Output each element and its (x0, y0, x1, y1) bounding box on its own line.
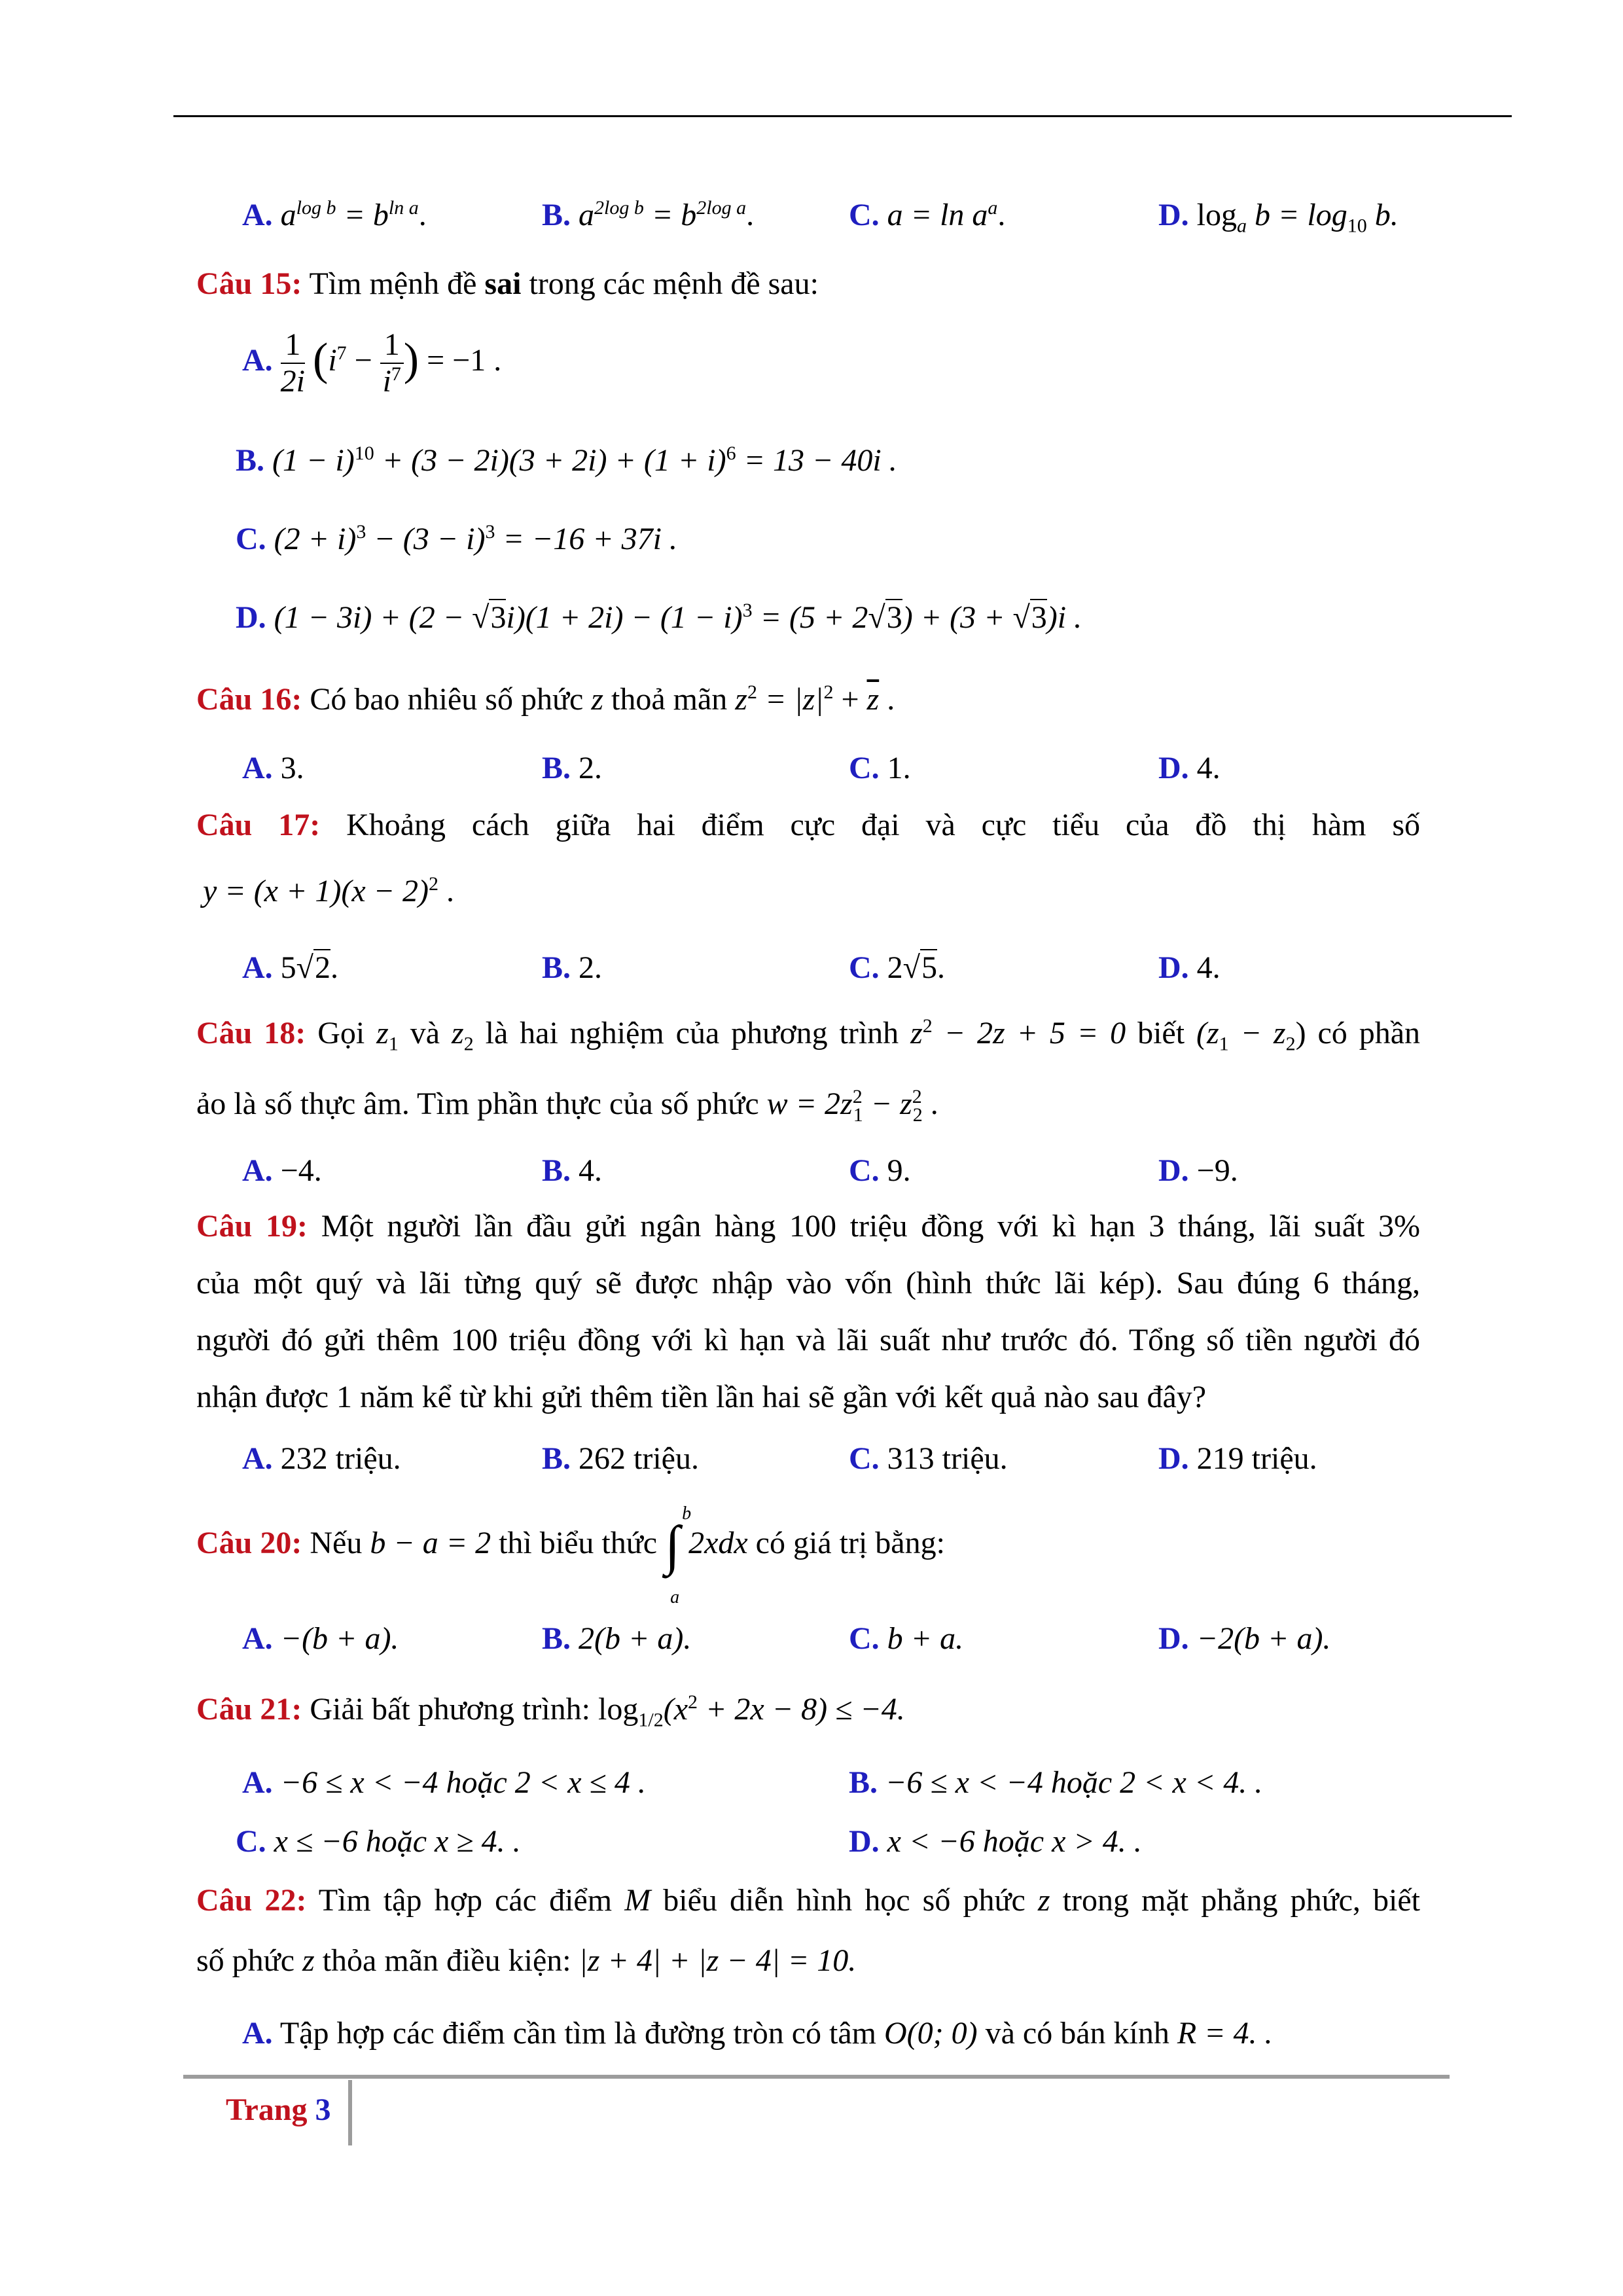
fraction (380, 327, 404, 399)
q15-option-a (242, 327, 501, 399)
math: R = 4. . (1177, 2016, 1273, 2051)
q18-answer-d (1158, 1152, 1238, 1190)
option-label: B. (542, 751, 571, 785)
sub: 1 (388, 1033, 399, 1055)
q21-answer-a (242, 1764, 646, 1802)
math: |z + 4| + |z − 4| = 10. (579, 1943, 857, 1978)
paren: ) (403, 334, 419, 386)
option-label: C. (849, 198, 880, 232)
option-label: D. (1158, 1621, 1189, 1656)
math: ) + (3 + (902, 600, 1013, 635)
sup: 3 (485, 521, 495, 543)
q17-answer-a: A. 5√2. (242, 950, 339, 985)
numerator: 1 (281, 327, 305, 364)
sub: 1/2 (638, 1709, 664, 1731)
math: = b (336, 198, 389, 232)
text: . (438, 874, 455, 908)
q19-stem-line4 (196, 1378, 1206, 1416)
sup: 2log b (594, 197, 644, 219)
q19-answer-b (542, 1440, 699, 1478)
text: Khoảng cách giữa hai điểm cực đại và cực tiểu của đồ thị hàm số (346, 808, 1420, 842)
option-value: b + a. (887, 1621, 964, 1656)
math: = (5 + 2 (752, 600, 868, 635)
math: b. (1366, 198, 1399, 232)
math: i)(1 + 2i) − (1 − i) (506, 600, 743, 635)
option-label: A. (242, 1153, 273, 1188)
option-label: B. (542, 1153, 571, 1188)
q15-option-c (236, 520, 677, 558)
text: Gọi (317, 1016, 377, 1050)
option-label: A. (242, 198, 273, 232)
math: z (910, 1016, 923, 1050)
text: . (922, 1086, 938, 1121)
text: trong các mệnh đề sau: (521, 266, 819, 301)
option-label: C. (236, 1824, 266, 1859)
option-value: 2 (887, 950, 903, 985)
question-label: Câu 15: (196, 266, 302, 301)
option-label: C. (849, 1153, 880, 1188)
math: ) (1295, 1016, 1306, 1050)
fraction (281, 327, 305, 399)
q17-stem (196, 806, 1420, 844)
option-value: 4. (1196, 751, 1221, 785)
text: . (330, 950, 339, 985)
q16-answer-a (242, 749, 304, 787)
q14-option-c (849, 196, 1005, 234)
q16-answer-d (1158, 749, 1221, 787)
option-value: −9. (1196, 1153, 1238, 1188)
sub: 2 (1285, 1033, 1296, 1055)
sup: 2log a (696, 197, 747, 219)
q19-stem-line2 (196, 1265, 1420, 1302)
question-label: Câu 16: (196, 682, 302, 717)
q21-answer-d (849, 1823, 1142, 1861)
q17-answer-d (1158, 949, 1221, 987)
text: . (879, 682, 895, 717)
math: (z (1196, 1016, 1219, 1050)
option-value: −6 ≤ x < −4 hoặc 2 < x ≤ 4 . (280, 1765, 646, 1800)
q20-answer-b (542, 1620, 691, 1658)
option-label: A. (242, 1621, 273, 1656)
q19-answer-a (242, 1440, 401, 1478)
sup: 2 (429, 873, 439, 895)
option-label: D. (1158, 1153, 1189, 1188)
option-label: A. (242, 751, 273, 785)
q17-answer-c: C. 2√5. (849, 950, 946, 985)
math: (1 − i) (272, 443, 355, 478)
integral-lower-bound: a (670, 1587, 680, 1607)
option-value: −2(b + a). (1196, 1621, 1331, 1656)
q17-function (203, 872, 454, 910)
question-label: Câu 20: (196, 1526, 302, 1561)
option-value: −(b + a). (280, 1621, 399, 1656)
option-value: 2. (579, 751, 603, 785)
text: ảo là số thực âm. Tìm phần thực của số phức (196, 1086, 767, 1121)
math: a (280, 198, 296, 232)
option-label: A. (242, 950, 273, 985)
text: Tìm mệnh đề (309, 266, 485, 301)
math: )i . (1046, 600, 1082, 635)
option-label: D. (1158, 1441, 1189, 1476)
option-label: A. (242, 343, 273, 378)
text: Giải bất phương trình: (310, 1692, 599, 1727)
sqrt: 3 (886, 600, 902, 635)
text: Tìm tập hợp các điểm (318, 1883, 625, 1918)
sup: 3 (356, 521, 366, 543)
q17-answer-b (542, 949, 602, 987)
option-label: D. (1158, 198, 1189, 232)
math: log (1196, 198, 1238, 232)
math: O(0; 0) (883, 2016, 978, 2051)
sup: 2 (747, 681, 757, 703)
sqrt: 3 (490, 600, 507, 635)
paren: ( (313, 334, 329, 386)
q15-stem (196, 265, 819, 303)
option-value: 1. (887, 751, 911, 785)
option-value: 4. (579, 1153, 603, 1188)
math: M (624, 1883, 651, 1918)
text: biểu diễn hình học số phức (651, 1883, 1038, 1918)
math: = −16 + 37i . (495, 522, 677, 556)
option-value: x ≤ −6 hoặc x ≥ 4. . (274, 1824, 521, 1859)
text: Tập hợp các điểm cần tìm là đường tròn có tâm (279, 2016, 884, 2051)
question-label: Câu 22: (196, 1883, 307, 1918)
math-conjugate: $\overline{z}$ (866, 682, 880, 717)
q22-stem-line1 (196, 1882, 1420, 1920)
sup: 2 (823, 681, 834, 703)
text: nhận được 1 năm kể từ khi gửi thêm tiền lần hai sẽ gần với kết quả nào sau đây? (196, 1380, 1207, 1414)
math: (1 − 3i) + (2 − (274, 600, 473, 635)
q18-answer-b (542, 1152, 602, 1190)
q20-answer-d (1158, 1620, 1330, 1658)
text: và (398, 1016, 452, 1050)
sub: 1 (1219, 1033, 1229, 1055)
math: z (302, 1943, 315, 1978)
option-value: 4. (1196, 950, 1221, 985)
option-value: 232 triệu. (280, 1441, 401, 1476)
option-label: A. (242, 1441, 273, 1476)
text: có giá trị bằng: (747, 1526, 945, 1561)
q16-stem (196, 681, 895, 719)
math: = |z| (757, 682, 824, 717)
footer-rule (183, 2075, 1450, 2079)
option-label: B. (542, 198, 571, 232)
q18-stem-line2 (196, 1085, 938, 1126)
denominator: 2i (280, 364, 306, 399)
sup: 10 (354, 442, 374, 464)
text: thỏa mãn điều kiện: (314, 1943, 579, 1978)
math: a (579, 198, 595, 232)
text: biết (1126, 1016, 1196, 1050)
math: = 13 − 40i . (736, 443, 897, 478)
option-label: B. (542, 950, 571, 985)
math: + (833, 682, 867, 717)
math: y = (x + 1)(x − 2) (203, 874, 429, 908)
q21-answer-c (236, 1823, 521, 1861)
text: . (746, 198, 755, 232)
denominator (380, 364, 404, 399)
q18-stem-line1 (196, 1014, 1421, 1055)
option-label: C. (849, 950, 880, 985)
math: − (3 − i) (366, 522, 486, 556)
sqrt: 2 (315, 950, 331, 985)
q19-answer-c (849, 1440, 1008, 1478)
q15-option-d: D. $(1 - 3i) + (2 - √3i)(1 + 2i) - (1 - i)^3 = (5 + 2√3) + (3 + √3)i$ . (236, 600, 1082, 635)
text: của một quý và lãi từng quý sẽ được nhập vào vốn (hình thức lãi kép). Sau đúng 6 tháng, (196, 1266, 1420, 1300)
q20-answer-c (849, 1620, 963, 1658)
math: log (598, 1692, 639, 1727)
numerator: 1 (380, 327, 404, 364)
q22-stem-line2 (196, 1942, 856, 1980)
q19-answer-d (1158, 1440, 1317, 1478)
text: số phức (196, 1943, 302, 1978)
option-label: D. (236, 600, 266, 635)
option-value: 262 triệu. (579, 1441, 699, 1476)
option-label: C. (236, 522, 266, 556)
option-value: 219 triệu. (1196, 1441, 1317, 1476)
math: a = ln a (887, 198, 988, 232)
text: và có bán kính (977, 2016, 1177, 2051)
option-label: B. (849, 1765, 878, 1800)
sup: 2 (922, 1015, 933, 1037)
math: z (1037, 1883, 1050, 1918)
sup: 3 (742, 600, 753, 621)
page-label: Trang (226, 2092, 308, 2127)
question-label: Câu 21: (196, 1692, 302, 1727)
text: Có bao nhiêu số phức (310, 682, 592, 717)
option-label: B. (542, 1441, 571, 1476)
option-label: C. (849, 1621, 880, 1656)
q20-stem (196, 1503, 945, 1607)
option-value: 3. (280, 751, 304, 785)
math: z (591, 682, 603, 717)
q22-answer-a (242, 2015, 1273, 2053)
math: i (382, 364, 391, 399)
option-label: C. (849, 1441, 880, 1476)
math: = b (643, 198, 697, 232)
q19-stem-line3 (196, 1321, 1420, 1359)
sub: 10 (1347, 215, 1367, 237)
question-label: Câu 17: (196, 808, 321, 842)
sup: 7 (336, 342, 347, 365)
math: (x (663, 1692, 688, 1727)
q19-stem-line1 (196, 1208, 1420, 1246)
math: − z (1228, 1016, 1286, 1050)
text: . (997, 198, 1006, 232)
sup: ln a (388, 197, 419, 219)
text: thoả mãn (603, 682, 736, 717)
text: Nếu (310, 1526, 370, 1561)
option-label: D. (1158, 950, 1189, 985)
option-label: D. (1158, 751, 1189, 785)
math: + (3 − 2i)(3 + 2i) + (1 + i) (374, 443, 726, 478)
text-bold: sai (484, 266, 522, 301)
option-label: A. (242, 2016, 273, 2051)
integral-upper-bound: b (682, 1503, 692, 1524)
math: − 2z + 5 = 0 (932, 1016, 1126, 1050)
q15-option-b (236, 442, 897, 480)
integral-sign (665, 1503, 692, 1607)
sqrt: 3 (1031, 600, 1047, 635)
text: . (418, 198, 427, 232)
footer-divider (348, 2080, 352, 2145)
q16-answer-b (542, 749, 602, 787)
q21-answer-b (849, 1764, 1262, 1802)
math: (2 + i) (274, 522, 357, 556)
sup: a (988, 197, 998, 219)
sub: 1 (853, 1103, 863, 1126)
sup: 6 (726, 442, 736, 464)
math: b = log (1247, 198, 1347, 232)
sup: 2 (912, 1086, 922, 1107)
sup: log b (296, 197, 336, 219)
text: Một người lần đầu gửi ngân hàng 100 triệu đồng với kì hạn 3 tháng, lãi suất 3% (321, 1209, 1420, 1244)
sup: 7 (391, 363, 401, 385)
option-label: B. (236, 443, 265, 478)
sub: 2 (463, 1033, 474, 1055)
option-value: x < −6 hoặc x > 4. . (887, 1824, 1142, 1859)
q14-option-b (542, 196, 754, 234)
math: z (735, 682, 747, 717)
math: z (452, 1016, 464, 1050)
option-label: B. (542, 1621, 571, 1656)
text: có phần (1306, 1016, 1421, 1050)
math: − z (863, 1086, 912, 1121)
option-value: 9. (887, 1153, 911, 1188)
q16-answer-c (849, 749, 911, 787)
math: i (328, 343, 337, 378)
option-value: −6 ≤ x < −4 hoặc 2 < x < 4. . (885, 1765, 1263, 1800)
math: z (376, 1016, 389, 1050)
option-value: 313 triệu. (887, 1441, 1008, 1476)
q14-option-d (1158, 196, 1399, 237)
sqrt: 5 (921, 950, 938, 985)
page-number-value: 3 (315, 2092, 331, 2127)
math: − (346, 343, 380, 378)
option-label: D. (849, 1824, 880, 1859)
text: người đó gửi thêm 100 triệu đồng với kì hạn và lãi suất như trước đó. Tổng số tiền người đó (196, 1323, 1420, 1357)
sub: a (1237, 215, 1247, 237)
question-label: Câu 19: (196, 1209, 308, 1244)
header-rule (173, 115, 1512, 117)
q21-stem (196, 1691, 905, 1729)
math: w = 2z (766, 1086, 853, 1121)
math: + 2x − 8) ≤ −4. (698, 1692, 905, 1727)
sup: 2 (688, 1691, 698, 1713)
option-value: 2(b + a). (579, 1621, 692, 1656)
q18-answer-a (242, 1152, 322, 1190)
sup: 2 (852, 1086, 863, 1107)
text: trong mặt phẳng phức, biết (1050, 1883, 1421, 1918)
math: 2xdx (688, 1526, 748, 1561)
text: thì biểu thức (491, 1526, 666, 1561)
option-label: A. (242, 1765, 273, 1800)
text: là hai nghiệm của phương trình (473, 1016, 911, 1050)
question-label: Câu 18: (196, 1016, 306, 1050)
q14-option-a (242, 196, 427, 234)
option-label: C. (849, 751, 880, 785)
option-value: −4. (280, 1153, 322, 1188)
page-number (226, 2092, 330, 2128)
q20-answer-a (242, 1620, 399, 1658)
integral-symbol-icon: ∫ (665, 1515, 681, 1576)
q18-answer-c (849, 1152, 911, 1190)
math: b − a = 2 (370, 1526, 491, 1561)
option-value: 2. (579, 950, 603, 985)
sub: 2 (912, 1103, 923, 1126)
text: . (937, 950, 946, 985)
math: = −1 . (419, 343, 502, 378)
option-value: 5 (280, 950, 296, 985)
